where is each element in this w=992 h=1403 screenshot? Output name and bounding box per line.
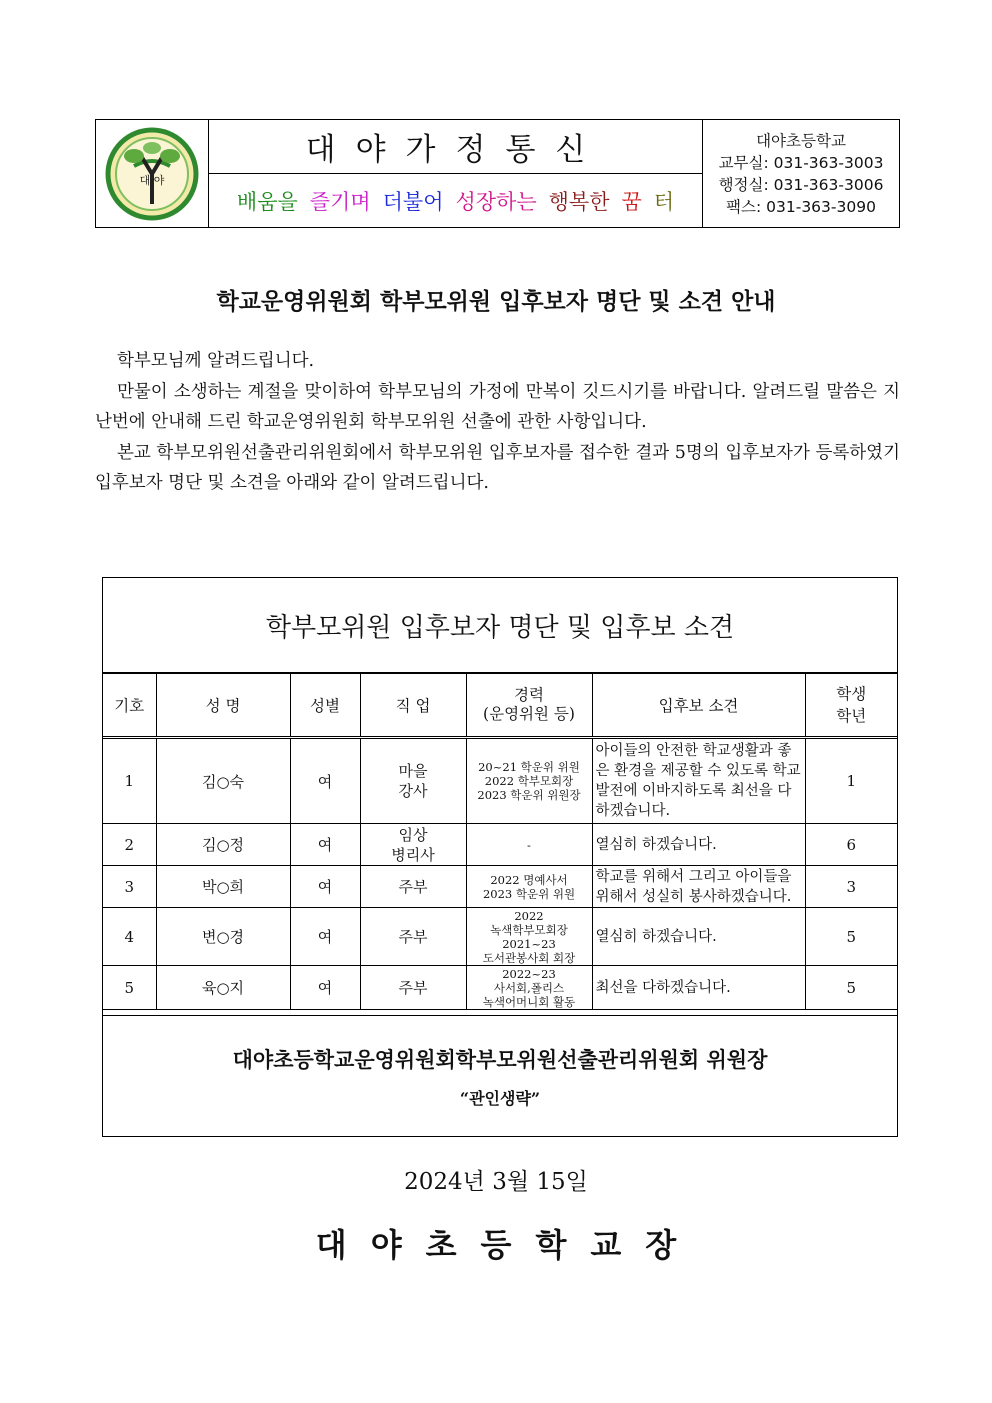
body-paragraph: 본교 학부모위원선출관리위원회에서 학부모위원 입후보자를 접수한 결과 5명의 입후보자가 등록하였기 입후보자 명단 및 소견을 아래와 같이 알려드립니다. — [95, 442, 900, 493]
cell-grade: 6 — [805, 824, 897, 866]
cell-no: 2 — [103, 824, 156, 866]
career-line: 2022 명예사서 — [490, 872, 568, 887]
header-grade — [805, 674, 897, 738]
cell-name: 김○정 — [156, 824, 290, 866]
candidate-table-title: 학부모위원 입후보자 명단 및 입후보 소견 — [103, 578, 897, 673]
cell-name: 육○지 — [156, 966, 290, 1010]
job-line: 병리사 — [391, 845, 435, 864]
cell-gender: 여 — [290, 738, 360, 824]
candidate-table — [103, 673, 897, 1010]
contact-line: 교무실: 031-363-3003 — [718, 153, 884, 172]
slogan-word: 성장하는 — [455, 189, 537, 214]
school-name: 대야초등학교 — [756, 131, 846, 150]
career-line: 사서회,폴리스 — [493, 980, 565, 995]
principal-signature: 대야초등학교장 — [315, 1226, 701, 1264]
header-career-line: 경력 — [514, 686, 544, 704]
header-no: 기호 — [103, 674, 156, 738]
cell-name: 김○숙 — [156, 738, 290, 824]
table-header-row — [103, 674, 897, 738]
career-line: 녹색학부모회장 — [490, 922, 568, 937]
header-career-line: (운영위원 등) — [483, 705, 575, 723]
school-slogan — [209, 174, 702, 227]
cell-job — [360, 866, 466, 908]
candidate-box — [102, 577, 898, 1137]
cell-career — [466, 824, 592, 866]
cell-no: 3 — [103, 866, 156, 908]
job-line: 강사 — [398, 782, 428, 800]
cell-name: 박○희 — [156, 866, 290, 908]
career-line: 2021~23 — [502, 936, 556, 951]
body-paragraph: 학부모님께 알려드립니다. — [117, 351, 315, 371]
table-row — [103, 738, 897, 824]
newsletter-title: 대야가정통신 — [209, 120, 702, 174]
cell-grade: 1 — [805, 738, 897, 824]
issue-date: 2024년 3월 15일 — [404, 1169, 588, 1195]
cell-plan: 열심히 하겠습니다. — [592, 908, 805, 966]
school-logo-icon — [104, 126, 200, 222]
header-grade-line: 학년 — [836, 707, 867, 725]
cell-no: 1 — [103, 738, 156, 824]
cell-grade: 5 — [805, 966, 897, 1010]
cell-no: 5 — [103, 966, 156, 1010]
cell-job — [360, 966, 466, 1010]
header-gender: 성별 — [290, 674, 360, 738]
slogan-word: 즐기며 — [309, 189, 371, 214]
table-row — [103, 824, 897, 866]
cell-plan: 학교를 위해서 그리고 아이들을 위해서 성실히 봉사하겠습니다. — [592, 866, 805, 908]
career-line: 2023 학운위 위원 — [482, 886, 576, 901]
career-line: 20~21 학운위 위원 — [478, 760, 580, 774]
newsletter-header — [95, 119, 900, 228]
slogan-word: 더불어 — [382, 189, 444, 214]
table-row — [103, 866, 897, 908]
header-job: 직 업 — [360, 674, 466, 738]
job-line: 주부 — [398, 927, 428, 946]
cell-gender: 여 — [290, 966, 360, 1010]
cell-no: 4 — [103, 908, 156, 966]
school-logo — [96, 120, 209, 227]
cell-career — [466, 908, 592, 966]
career-line: 2023 학운위 위원장 — [477, 788, 581, 802]
header-plan: 입후보 소견 — [592, 674, 805, 738]
career-line: - — [527, 837, 531, 852]
job-line: 마을 — [398, 762, 428, 780]
cell-gender: 여 — [290, 866, 360, 908]
cell-name: 변○경 — [156, 908, 290, 966]
header-career — [466, 674, 592, 738]
career-line: 2022 — [514, 908, 544, 923]
committee-signature — [103, 1015, 897, 1136]
career-line: 2022~23 — [502, 966, 556, 981]
cell-job — [360, 824, 466, 866]
slogan-word: 꿈 — [621, 189, 642, 214]
svg-text:대 야: 대 야 — [139, 173, 165, 187]
cell-plan: 최선을 다하겠습니다. — [592, 966, 805, 1010]
job-line: 주부 — [398, 978, 428, 997]
seal-omitted-note: “관인생략” — [459, 1088, 541, 1108]
career-line: 도서관봉사회 회장 — [482, 950, 576, 965]
career-line: 2022 학부모회장 — [484, 774, 574, 788]
body-text — [95, 346, 900, 499]
table-row — [103, 966, 897, 1010]
slogan-word: 터 — [653, 189, 675, 214]
committee-chair: 대야초등학교운영위원회학부모위원선출관리위원회 위원장 — [232, 1046, 768, 1072]
header-name: 성 명 — [156, 674, 290, 738]
school-contact — [703, 120, 899, 227]
cell-job — [360, 738, 466, 824]
header-grade-line: 학생 — [836, 685, 867, 703]
cell-career — [466, 966, 592, 1010]
cell-plan: 열심히 하겠습니다. — [592, 824, 805, 866]
slogan-word: 행복한 — [548, 189, 610, 214]
contact-line: 행정실: 031-363-3006 — [718, 175, 884, 194]
body-paragraph: 만물이 소생하는 계절을 맞이하여 학부모님의 가정에 만복이 깃드시기를 바랍니다. 알려드릴 말씀은 지난번에 안내해 드린 학교운영위원회 학부모위원 선출에 관한 사항입니다. — [95, 381, 900, 432]
cell-plan: 아이들의 안전한 학교생활과 좋은 환경을 제공할 수 있도록 학교발전에 이바지하도록 최선을 다하겠습니다. — [592, 738, 805, 824]
job-line: 주부 — [398, 877, 428, 896]
cell-grade: 5 — [805, 908, 897, 966]
job-line: 임상 — [398, 825, 428, 844]
cell-gender: 여 — [290, 908, 360, 966]
cell-career — [466, 738, 592, 824]
cell-gender: 여 — [290, 824, 360, 866]
slogan-word: 배움을 — [236, 189, 298, 214]
cell-job — [360, 908, 466, 966]
cell-career — [466, 866, 592, 908]
contact-line: 팩스: 031-363-3090 — [726, 197, 876, 216]
cell-grade: 3 — [805, 866, 897, 908]
document-title: 학교운영위원회 학부모위원 입후보자 명단 및 소견 안내 — [216, 289, 776, 315]
career-line: 녹색어머니회 활동 — [482, 994, 576, 1009]
table-row — [103, 908, 897, 966]
